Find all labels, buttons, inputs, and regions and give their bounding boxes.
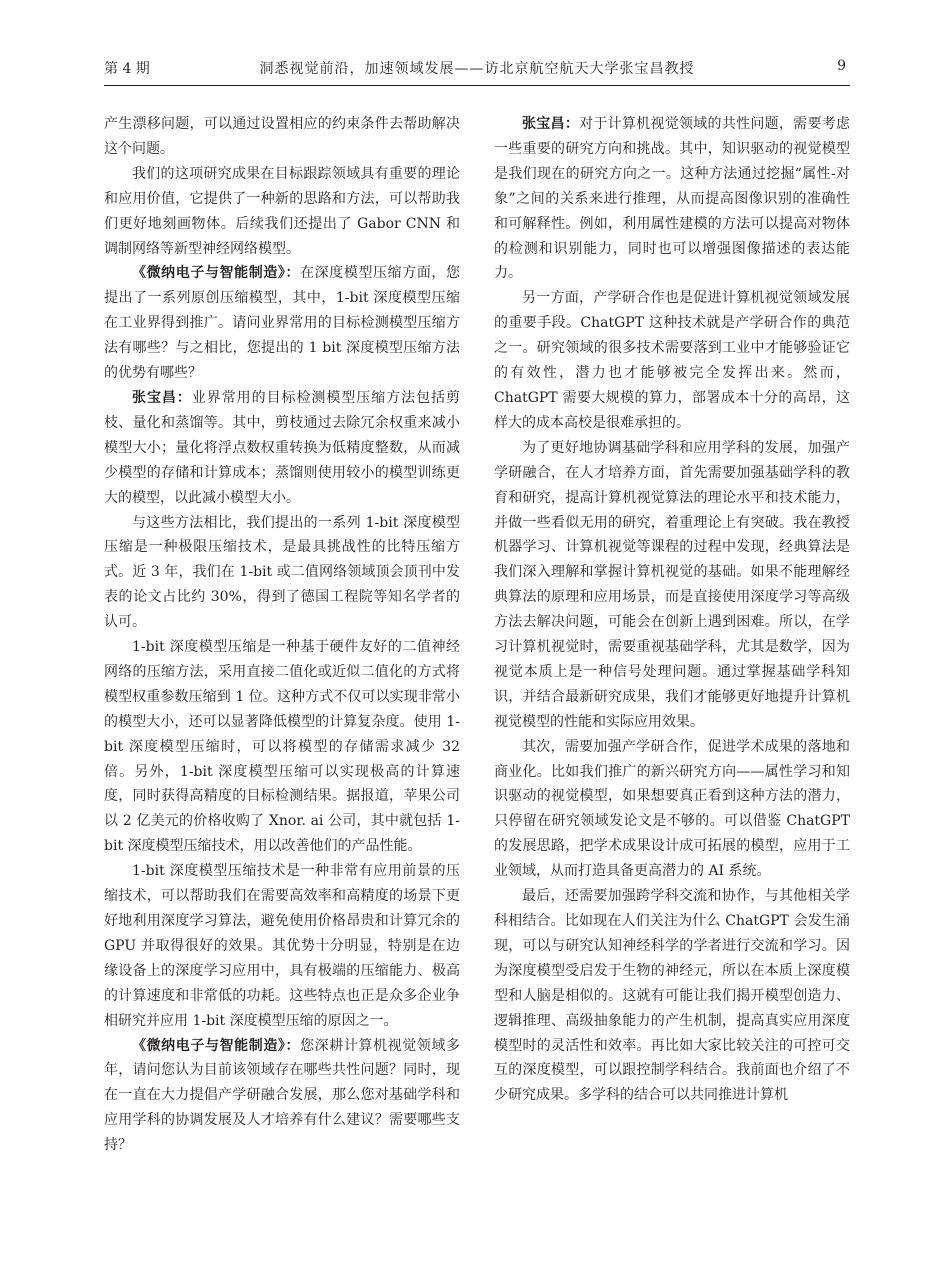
running-title: 洞悉视觉前沿，加速领域发展——访北京航空航天大学张宝昌教授	[259, 61, 695, 77]
interviewee-speaker: 张宝昌：	[522, 116, 580, 132]
header-rule	[104, 85, 850, 86]
paragraph: 为了更好地协调基础学科和应用学科的发展，加强产学研融合，在人才培养方面，首先需要加强基础学科的教育和研究，提高计算机视觉算法的理论水平和技术能力，并做一些看似无用的研究，着重理论上有突破。我在教授机器学习、计算机视觉等课程的过程中发现，经典算法是我们深入理解和掌握计算机视觉的基础。如果不能理解经典算法的原理和应用场景，而是直接使用深度学习等高级方法去解决问题，可能会在创新上遇到困难。所以，在学习计算机视觉时，需要重视基础学科，尤其是数学，因为视觉本质上是一种信号处理问题。通过掌握基础学科知识，并结合最新研究成果，我们才能够更好地提升计算机视觉模型的性能和实际应用效果。	[494, 439, 850, 730]
question-paragraph	[104, 261, 460, 386]
journal-speaker: 《微纳电子与智能制造》：	[132, 1037, 301, 1054]
paragraph: 与这些方法相比，我们提出的一系列 1-bit 深度模型压缩是一种极限压缩技术，是最具挑战性的比特压缩方式。近 3 年，我们在 1-bit 或二值网络领域顶会顶刊中发表的论文占比约 30%，得到了德国工程院等知名学者的认可。	[104, 514, 460, 631]
paragraph: 1-bit 深度模型压缩是一种基于硬件友好的二值神经网络的压缩方法，采用直接二值化或近似二值化的方式将模型权重参数压缩到 1 位。这种方式不仅可以实现非常小的模型大小，还可以显著降低模型的计算复杂度。使用 1-bit 深度模型压缩时，可以将模型的存储需求减少 32 倍。另外，1-bit 深度模型压缩可以实现极高的计算速度，同时获得高精度的目标检测结果。据报道，苹果公司以 2 亿美元的价格收购了 Xnor. ai 公司，其中就包括 1-bit 深度模型压缩技术，用以改善他们的产品性能。	[104, 639, 460, 855]
paragraph: 产生漂移问题，可以通过设置相应的约束条件去帮助解决这个问题。	[104, 116, 460, 157]
issue-number: 第 4 期	[104, 61, 150, 77]
paragraph: 我们的这项研究成果在目标跟踪领域具有重要的理论和应用价值，它提供了一种新的思路和方法，可以帮助我们更好地刻画物体。后续我们还提出了 Gabor CNN 和调制网络等新型神经网络模型。	[104, 165, 460, 257]
answer-text: 对于计算机视觉领域的共性问题，需要考虑一些重要的研究方向和挑战。其中，知识驱动的视觉模型是我们现在的研究方向之一。这种方法通过挖掘“属性-对象”之间的关系来进行推理，从而提高图像识别的准确性和可解释性。例如，利用属性建模的方法可以提高对物体的检测和识别能力，同时也可以增强图像描述的表达能力。	[494, 116, 851, 282]
paragraph: 最后，还需要加强跨学科交流和协作，与其他相关学科相结合。比如现在人们关注为什么 ChatGPT 会发生涌现，可以与研究认知神经科学的学者进行交流和学习。因为深度模型受启发于生物的神经元，所以在本质上深度模型和人脑是相似的。这就有可能让我们揭开模型创造力、逻辑推理、高级抽象能力的产生机制，提高真实应用深度模型时的灵活性和效率。再比如大家比较关注的可控可交互的深度模型，可以跟控制学科结合。我前面也介绍了不少研究成果。多学科的结合可以共同推进计算机	[494, 888, 850, 1104]
interviewee-speaker: 张宝昌：	[132, 389, 192, 406]
question-text: 您深耕计算机视觉领域多年，请问您认为目前该领域存在哪些共性问题？同时，现在一直在大力提倡产学研融合发展，那么您对基础学科和应用学科的协调发展及人才培养有什么建议？需要哪些支持？	[104, 1037, 461, 1154]
left-column	[104, 112, 460, 1158]
page-number: 9	[837, 58, 846, 74]
paragraph: 其次，需要加强产学研合作，促进学术成果的落地和商业化。比如我们推广的新兴研究方向——属性学习和知识驱动的视觉模型，如果想要真正看到这种方法的潜力，只停留在研究领域发论文是不够的。可以借鉴 ChatGPT 的发展思路，把学术成果设计成可拓展的模型，应用于工业领域，从而打造具备更高潜力的 AI 系统。	[494, 738, 850, 880]
right-column	[494, 112, 850, 1108]
question-paragraph	[104, 1034, 460, 1159]
answer-paragraph	[494, 112, 850, 286]
journal-speaker: 《微纳电子与智能制造》：	[132, 265, 301, 282]
paragraph: 1-bit 深度模型压缩技术是一种非常有应用前景的压缩技术，可以帮助我们在需要高效率和高精度的场景下更好地利用深度学习算法，避免使用价格昂贵和计算冗余的 GPU 并取得很好的效果。其优势十分明显，特别是在边缘设备上的深度学习应用中，具有极端的压缩能力、极高的计算速度和非常低的功耗。这些特点也正是众多企业争相研究并应用 1-bit 深度模型压缩的原因之一。	[104, 863, 460, 1029]
answer-paragraph	[104, 386, 460, 511]
running-header	[104, 58, 850, 82]
answer-text: 业界常用的目标检测模型压缩方法包括剪枝、量化和蒸馏等。其中，剪枝通过去除冗余权重来减小模型大小；量化将浮点数权重转换为低精度整数，从而减少模型的存储和计算成本；蒸馏则使用较小的模型训练更大的模型，以此减小模型大小。	[104, 389, 461, 506]
question-text: 在深度模型压缩方面，您提出了一系列原创压缩模型，其中，1-bit 深度模型压缩在工业界得到推广。请问业界常用的目标检测模型压缩方法有哪些？与之相比，您提出的 1 bit 深度模型压缩方法的优势有哪些？	[104, 265, 461, 382]
paragraph: 另一方面，产学研合作也是促进计算机视觉领域发展的重要手段。ChatGPT 这种技术就是产学研合作的典范之一。研究领域的很多技术需要落到工业中才能够验证它的有效性，潜力也才能够被完全发挥出来。然而，ChatGPT 需要大规模的算力，部署成本十分的高昂，这样大的成本高校是很难承担的。	[494, 290, 850, 431]
